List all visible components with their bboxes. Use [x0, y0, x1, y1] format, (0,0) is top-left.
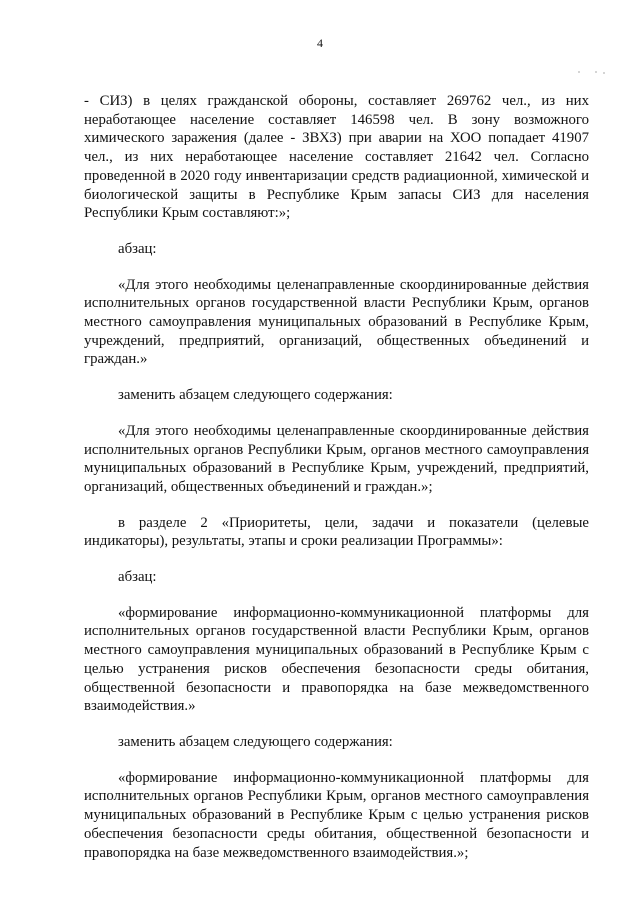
- paragraph-abzac-2: абзац:: [118, 569, 157, 586]
- paragraph-new-text-1: «Для этого необходимы целенаправленные скоординированные действия исполнительных органов Республики Крым, органов местного самоуправления муниципальных образований в Республике Крым, учреждений, предприятий, организаций, общественных объединений и граждан.»;: [84, 422, 589, 495]
- paragraph-old-text-1: «Для этого необходимы целенаправленные скоординированные действия исполнительных органов государственной власти Республики Крым, органов местного самоуправления муниципальных образований в Республике Крым, учреждений, предприятий, организаций, общественных объединений и граждан.»: [84, 276, 589, 368]
- document-body: [84, 92, 589, 862]
- page-number: 4: [317, 36, 323, 50]
- paragraph-old-text-2: «формирование информационно-коммуникационной платформы для исполнительных органов государственной власти Республики Крым, органов местного самоуправления муниципальных образований в Республике Крым с целью устранения рисков обеспечения безопасности среды обитания, общественной безопасности и правопорядка на базе межведомственного взаимодействия.»: [84, 604, 589, 715]
- scan-speck: [603, 72, 605, 74]
- scan-speck: [578, 71, 580, 73]
- paragraph-abzac-1: абзац:: [118, 240, 157, 257]
- paragraph-new-text-2: «формирование информационно-коммуникационной платформы для исполнительных органов Республики Крым, органов местного самоуправления муниципальных образований в Республике Крым с целью устранения рисков обеспечения безопасности среды обитания, общественной безопасности и правопорядка на базе межведомственного взаимодействия.»;: [84, 769, 589, 861]
- paragraph-replace-instruction-1: заменить абзацем следующего содержания:: [118, 387, 393, 404]
- paragraph-section-2-reference: в разделе 2 «Приоритеты, цели, задачи и показатели (целевые индикаторы), результаты, этапы и сроки реализации Программы»:: [84, 514, 589, 550]
- paragraph-replace-instruction-2: заменить абзацем следующего содержания:: [118, 733, 393, 750]
- scan-speck: [595, 71, 597, 73]
- paragraph-siz-statistics: - СИЗ) в целях гражданской обороны, составляет 269762 чел., из них неработающее население составляет 146598 чел. В зону возможного химического заражения (далее - ЗВХЗ) при аварии на ХОО попадает 41907 чел., из них неработающее население составляет 21642 чел. Согласно проведенной в 2020 году инвентаризации средств радиационной, химической и биологической защиты в Республике Крым запасы СИЗ для населения Республики Крым составляют:»;: [84, 93, 590, 222]
